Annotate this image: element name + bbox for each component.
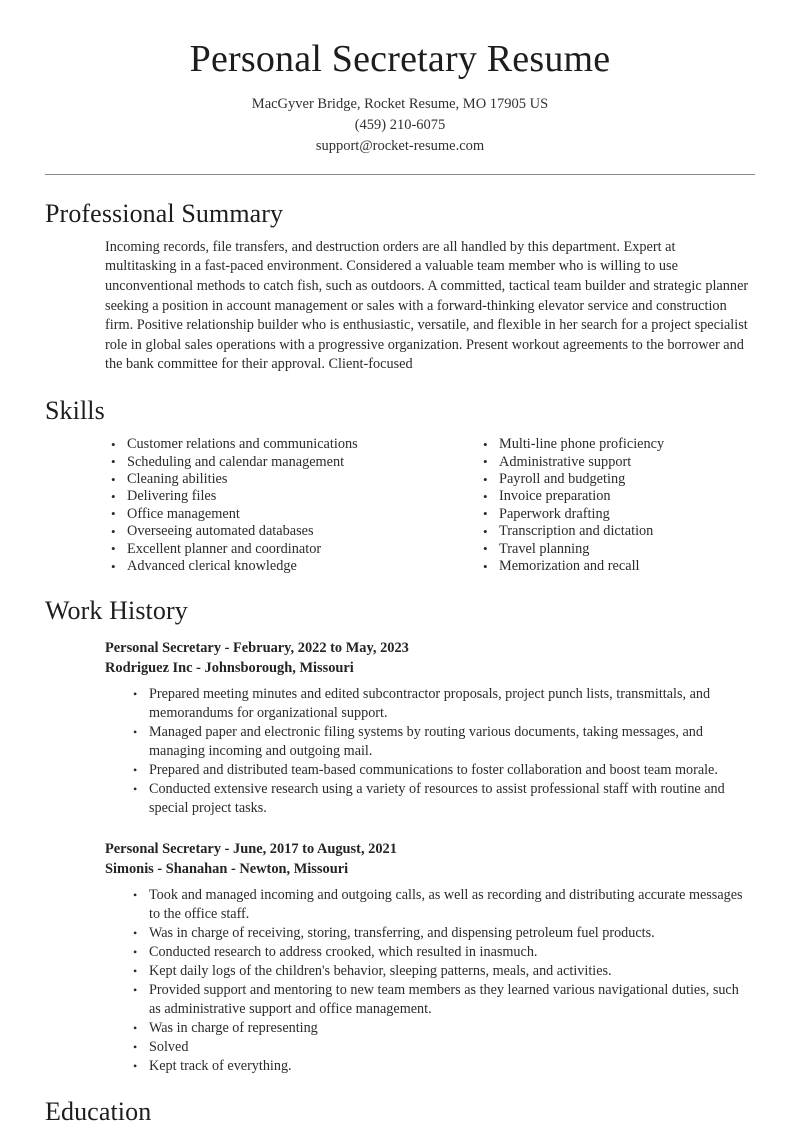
list-item: • Cleaning abilities	[105, 471, 430, 488]
list-item: • Office management	[105, 506, 430, 523]
list-item: • Was in charge of representing	[127, 1019, 751, 1038]
section-title-skills: Skills	[45, 396, 105, 426]
list-item: • Travel planning	[477, 541, 755, 558]
header-divider	[45, 174, 755, 175]
list-item: • Was in charge of receiving, storing, transferring, and dispensing petroleum fuel products.	[127, 924, 751, 943]
skills-column-left	[105, 436, 430, 575]
list-item: • Prepared and distributed team-based communications to foster collaboration and boost team morale.	[127, 761, 751, 780]
list-item: • Conducted extensive research using a variety of resources to assist professional staff with routine and special project tasks.	[127, 780, 751, 818]
skills-column-right	[430, 436, 755, 575]
contact-phone: (459) 210-6075	[354, 116, 446, 133]
contact-email: support@rocket-resume.com	[315, 137, 485, 154]
list-item: • Delivering files	[105, 488, 430, 505]
list-item: • Scheduling and calendar management	[105, 454, 430, 471]
job-title-line: Personal Secretary - February, 2022 to May, 2023	[105, 639, 409, 656]
list-item: • Memorization and recall	[477, 558, 755, 575]
skills-list-left	[105, 436, 430, 575]
section-skills	[0, 395, 800, 575]
list-item: • Customer relations and communications	[105, 436, 430, 453]
job-title-line: Personal Secretary - June, 2017 to August, 2021	[105, 840, 397, 857]
list-item: • Multi-line phone proficiency	[477, 436, 755, 453]
list-item: • Conducted research to address crooked, which resulted in inasmuch.	[127, 943, 751, 962]
list-item: • Paperwork drafting	[477, 506, 755, 523]
job-company-line: Rodriguez Inc - Johnsborough, Missouri	[105, 659, 354, 676]
skills-list-right	[477, 436, 755, 575]
list-item: • Solved	[127, 1038, 751, 1057]
list-item: • Took and managed incoming and outgoing calls, as well as recording and distributing accurate messages to the office staff.	[127, 886, 751, 924]
list-item: • Administrative support	[477, 454, 755, 471]
list-item: • Kept track of everything.	[127, 1057, 751, 1076]
job-entry	[45, 638, 755, 818]
list-item: • Advanced clerical knowledge	[105, 558, 430, 575]
summary-body	[45, 238, 755, 375]
contact-block	[0, 94, 800, 157]
section-professional-summary	[0, 198, 800, 375]
list-item: • Payroll and budgeting	[477, 471, 755, 488]
list-item: • Provided support and mentoring to new team members as they learned various navigational duties, such as administrative support and office management.	[127, 981, 751, 1019]
section-title-work-history: Work History	[45, 596, 188, 626]
list-item: • Transcription and dictation	[477, 523, 755, 540]
contact-address: MacGyver Bridge, Rocket Resume, MO 17905 US	[251, 95, 549, 112]
list-item: • Prepared meeting minutes and edited subcontractor proposals, project punch lists, transmittals, and memorandums for organizational support.	[127, 685, 751, 723]
summary-text: Incoming records, file transfers, and destruction orders are all handled by this department. Expert at multitasking in a fast-paced environment. Considered a valuable team member who is willing to use unconventional methods to catch fish, such as outdoors. A committed, tactical team builder and strategic planner seeking a position in account management or sales with a forward-thinking elevator service and construction firm. Positive relationship builder who is enthusiastic, versatile, and flexible in her search for a project specialist role in global sales operations with a progressive organization. Present workout agreements to the borrower and the bank committee for their approval. Client-focused	[105, 238, 749, 373]
job-bullet-list	[105, 685, 755, 818]
job-company-line: Simonis - Shanahan - Newton, Missouri	[105, 860, 349, 877]
section-work-history	[0, 595, 800, 1075]
job-bullet-list	[105, 886, 755, 1076]
section-title-education: Education	[45, 1096, 152, 1126]
list-item: • Excellent planner and coordinator	[105, 541, 430, 558]
page-title: Personal Secretary Resume	[189, 38, 611, 80]
job-entry	[45, 839, 755, 1076]
list-item: • Kept daily logs of the children's behavior, sleeping patterns, meals, and activities.	[127, 962, 751, 981]
section-education	[0, 1096, 800, 1127]
list-item: • Managed paper and electronic filing systems by routing various documents, taking messages, and managing incoming and outgoing mail.	[127, 723, 751, 761]
list-item: • Overseeing automated databases	[105, 523, 430, 540]
section-title-summary: Professional Summary	[45, 198, 284, 228]
skills-columns	[45, 436, 755, 575]
list-item: • Invoice preparation	[477, 488, 755, 505]
